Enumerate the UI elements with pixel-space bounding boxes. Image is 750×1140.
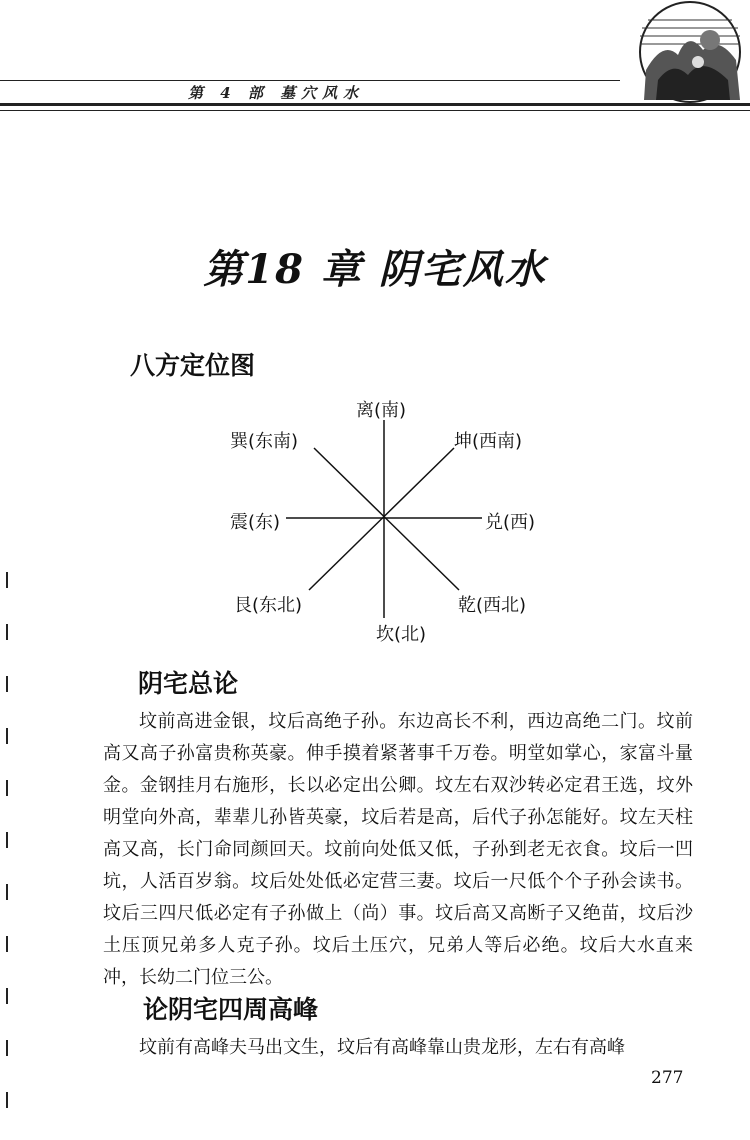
- label-li-south: 离(南): [356, 400, 407, 421]
- label-gen-northeast: 艮(东北): [234, 595, 303, 616]
- running-header: 第 4 部 墓穴风水: [188, 84, 365, 102]
- margin-mark: [6, 884, 8, 900]
- diagram-heading: 八方定位图: [130, 351, 256, 380]
- label-dui-west: 兑(西): [485, 512, 536, 533]
- section-heading-peaks: 论阴宅四周高峰: [143, 995, 319, 1024]
- diag-nw-se: [314, 448, 459, 590]
- margin-mark: [6, 572, 8, 588]
- section-heading-general: 阴宅总论: [138, 669, 239, 698]
- margin-mark: [6, 676, 8, 692]
- page-number: 277: [651, 1068, 684, 1088]
- margin-mark: [6, 988, 8, 1004]
- margin-mark: [6, 832, 8, 848]
- margin-mark: [6, 728, 8, 744]
- margin-mark: [6, 936, 8, 952]
- header-rule: [0, 103, 750, 106]
- header-rule-thin: [0, 110, 750, 111]
- label-qian-northwest: 乾(西北): [458, 595, 527, 616]
- margin-mark: [6, 1040, 8, 1056]
- label-kun-southwest: 坤(西南): [454, 431, 523, 452]
- margin-mark: [6, 780, 8, 796]
- margin-mark: [6, 1092, 8, 1108]
- chapter-title: 第18 章 阴宅风水: [203, 246, 547, 293]
- section-paragraph-peaks: 坟前有高峰夫马出文生，坟后有高峰靠山贵龙形，左右有高峰: [139, 1037, 625, 1058]
- label-xun-southeast: 巽(东南): [230, 431, 299, 452]
- landscape-vignette-image: [618, 0, 750, 110]
- section-paragraph-general: 坟前高进金银，坟后高绝子孙。东边高长不利，西边高绝二门。坟前高又高子孙富贵称英豪。伸手摸着紧著事千万卷。明堂如掌心，家富斗量金。金钢挂月右施形，长以必定出公卿。坟左右双沙转必定君王选，坟外明堂向外高，辈辈儿孙皆英豪，坟后若是高，后代子孙怎能好。坟左天柱高又高，长门命同颜回天。坟前向处低又低，子孙到老无衣食。坟后一凹坑，人活百岁翁。坟后处处低必定营三妻。坟后一尺低个个子孙会读书。坟后三四尺低必定有子孙做上（尚）事。坟后高又高断子又绝苗，坟后沙土压顶兄弟多人克子孙。坟后土压穴，兄弟人等后必绝。坟后大水直来冲，长幼二门位三公。: [103, 711, 693, 988]
- label-kan-north: 坎(北): [376, 624, 427, 645]
- diag-ne-sw: [309, 448, 454, 590]
- margin-mark: [6, 624, 8, 640]
- header-top-rule: [0, 80, 620, 81]
- label-zhen-east: 震(东): [230, 512, 281, 533]
